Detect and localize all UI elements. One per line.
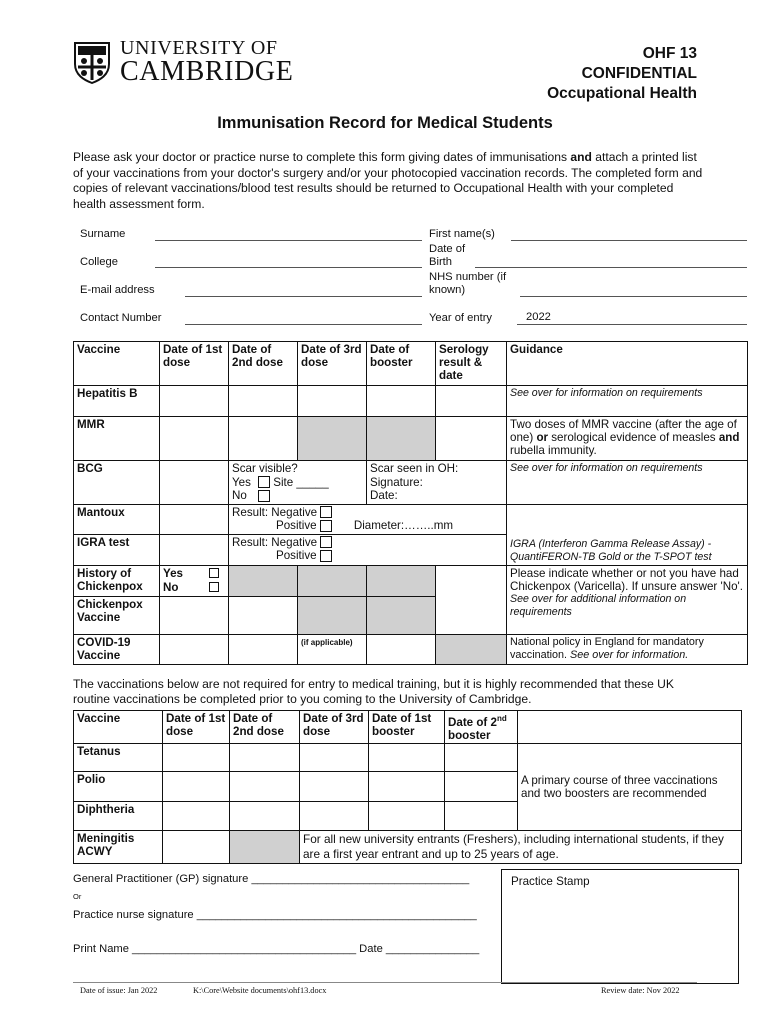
surname-label: Surname <box>80 228 126 240</box>
col-dose2: Date of 2nd dose <box>229 342 298 386</box>
polio-dose1[interactable] <box>163 771 230 801</box>
hepb-booster[interactable] <box>367 386 436 417</box>
nhs-field[interactable] <box>520 296 747 297</box>
col-vaccine: Vaccine <box>74 342 160 386</box>
email-field[interactable] <box>185 296 422 297</box>
igra-negative-checkbox[interactable] <box>320 536 332 548</box>
tetanus-dose2[interactable] <box>230 743 300 771</box>
bcg-dose1[interactable] <box>160 461 229 505</box>
dob-label <box>429 243 465 269</box>
covid-guidance-2: See over for information. <box>570 648 689 661</box>
hepb-dose2[interactable] <box>229 386 298 417</box>
col-serology: Serology result & date <box>436 342 507 386</box>
igra-guidance: IGRA (Interferon Gamma Release Assay) - QuantiFERON-TB Gold or the T-SPOT test <box>507 504 748 565</box>
university-name-line2: CAMBRIDGE <box>120 56 294 87</box>
t2-booster2-text-2: booster <box>448 728 491 742</box>
gp-signature[interactable]: General Practitioner (GP) signature ___________________________________ <box>73 873 470 885</box>
form-header <box>547 44 697 104</box>
col-dose3: Date of 3rd dose <box>298 342 367 386</box>
chickenpox-no-label: No <box>163 580 179 594</box>
meningitis-dose2-shaded <box>230 830 300 863</box>
col-guidance: Guidance <box>507 342 748 386</box>
mmr-guidance-2: serological evidence of measles <box>548 431 719 444</box>
bcg-no-label: No <box>232 489 247 502</box>
dob-label-line1: Date of <box>429 243 466 255</box>
hepb-guidance: See over for information on requirements <box>507 386 748 417</box>
nhs-label-line1: NHS number (if <box>429 271 507 283</box>
contact-field[interactable] <box>185 324 422 325</box>
diphtheria-booster1[interactable] <box>369 801 445 830</box>
mmr-booster-shaded <box>367 417 436 461</box>
covid-serology-shaded <box>436 634 507 664</box>
chickenpox-serology[interactable] <box>436 565 507 634</box>
mmr-guidance-1: Two doses of MMR vaccine (after the age of one) <box>510 418 737 444</box>
t2-booster2-text: Date of 2 <box>448 715 497 729</box>
university-name-line1: UNIVERSITY OF <box>120 37 278 59</box>
mantoux-positive-label: Positive <box>276 519 317 532</box>
bcg-yes-checkbox[interactable] <box>258 476 270 488</box>
confidential-label: CONFIDENTIAL <box>581 65 697 82</box>
bcg-yes-label: Yes <box>232 475 251 489</box>
polio-booster2[interactable] <box>445 771 518 801</box>
igra-positive-checkbox[interactable] <box>320 550 332 562</box>
mmr-guidance <box>507 417 748 461</box>
university-logo <box>72 38 312 86</box>
chickenpox-dose2-shaded <box>229 565 298 596</box>
mmr-dose1[interactable] <box>160 417 229 461</box>
or-label: Or <box>73 892 82 901</box>
contact-label: Contact Number <box>80 312 162 324</box>
mantoux-positive-checkbox[interactable] <box>320 520 332 532</box>
mmr-guidance-and: and <box>718 431 740 444</box>
tetanus-dose1[interactable] <box>163 743 230 771</box>
nurse-signature[interactable]: Practice nurse signature _____________________________________________ <box>73 909 477 921</box>
first-names-field[interactable] <box>511 240 747 241</box>
meningitis-note: For all new university entrants (Freshers), including international students, if they are a first year entrant and up to 25 years of age. <box>300 830 742 863</box>
meningitis-label: Meningitis ACWY <box>74 830 163 863</box>
polio-dose3[interactable] <box>300 771 369 801</box>
primary-course-note: A primary course of three vaccinations and two boosters are recommended <box>518 743 742 830</box>
first-names-label: First name(s) <box>429 228 495 240</box>
t2-booster2-sup: nd <box>496 714 507 723</box>
table-header-row <box>74 342 748 386</box>
hepb-serology[interactable] <box>436 386 507 417</box>
covid-guidance-1: National policy in England for mandatory vaccination. <box>510 635 704 661</box>
row-mantoux <box>74 504 748 534</box>
polio-label: Polio <box>74 771 163 801</box>
year-of-entry-label: Year of entry <box>429 312 493 324</box>
igra-positive-label: Positive <box>276 549 317 562</box>
intro-bold: and <box>570 150 592 164</box>
bcg-date: Date: <box>370 489 398 502</box>
chickenpox-yes-no-cell <box>160 565 229 596</box>
tetanus-booster2[interactable] <box>445 743 518 771</box>
page-title: Immunisation Record for Medical Students <box>217 114 553 132</box>
print-name-date[interactable]: Print Name ____________________________________ Date _______________ <box>73 943 480 955</box>
footer-divider <box>73 982 697 983</box>
surname-field[interactable] <box>155 240 422 241</box>
covid-dose1[interactable] <box>160 634 229 664</box>
hepb-label: Hepatitis B <box>74 386 160 417</box>
mantoux-negative-checkbox[interactable] <box>320 506 332 518</box>
footer-review-date: Review date: Nov 2022 <box>601 986 680 995</box>
tetanus-label: Tetanus <box>74 743 163 771</box>
year-of-entry-line <box>517 324 747 325</box>
chickenpox-vaccine-label: Chickenpox Vaccine <box>74 596 160 634</box>
t2-col-vaccine: Vaccine <box>74 711 163 744</box>
covid-booster[interactable] <box>367 634 436 664</box>
chickenpox-dose3-shaded <box>298 565 367 596</box>
t2-col-notes <box>518 711 742 744</box>
bcg-guidance: See over for information on requirements <box>507 461 748 505</box>
igra-label: IGRA test <box>74 534 160 565</box>
practice-stamp-label: Practice Stamp <box>511 875 590 888</box>
mmr-label: MMR <box>74 417 160 461</box>
chickenpox-history-label: History of Chickenpox <box>74 565 160 596</box>
mantoux-result-cell <box>229 504 507 534</box>
immunisation-table <box>73 341 748 665</box>
hepb-dose1[interactable] <box>160 386 229 417</box>
row-mmr <box>74 417 748 461</box>
covid-guidance <box>507 634 748 664</box>
row-chickenpox-history <box>74 565 748 596</box>
bcg-scar-seen: Scar seen in OH: <box>370 462 459 475</box>
mantoux-label: Mantoux <box>74 504 160 534</box>
chickenpox-guidance-2: See over for additional information on requirements <box>510 592 687 618</box>
nhs-label-line2: known) <box>429 284 466 296</box>
year-of-entry-value[interactable]: 2022 <box>526 311 551 323</box>
mantoux-diameter[interactable]: Diameter:……..mm <box>353 519 454 532</box>
department-label: Occupational Health <box>547 85 697 102</box>
mantoux-dose1[interactable] <box>160 504 229 534</box>
hepb-dose3[interactable] <box>298 386 367 417</box>
t2-col-dose2: Date of 2nd dose <box>230 711 300 744</box>
cp-vaccine-dose3-shaded <box>298 596 367 634</box>
chickenpox-booster-shaded <box>367 565 436 596</box>
bcg-no-checkbox[interactable] <box>258 490 270 502</box>
footer-issue-date: Date of issue: Jan 2022 <box>80 986 158 995</box>
college-label: College <box>80 256 118 268</box>
chickenpox-yes-label: Yes <box>163 566 183 580</box>
chickenpox-guidance <box>507 565 748 634</box>
cp-vaccine-booster-shaded <box>367 596 436 634</box>
covid-if-applicable[interactable]: (if applicable) <box>298 634 367 664</box>
diphtheria-booster2[interactable] <box>445 801 518 830</box>
t2-row-tetanus <box>74 743 742 771</box>
chickenpox-no-checkbox[interactable] <box>209 582 219 592</box>
mmr-guidance-3: rubella immunity. <box>510 444 597 457</box>
bcg-label: BCG <box>74 461 160 505</box>
covid-label: COVID-19 Vaccine <box>74 634 160 664</box>
col-dose1: Date of 1st dose <box>160 342 229 386</box>
polio-dose2[interactable] <box>230 771 300 801</box>
diphtheria-dose3[interactable] <box>300 801 369 830</box>
t2-col-dose1: Date of 1st dose <box>163 711 230 744</box>
igra-result-cell <box>229 534 507 565</box>
mmr-dose2[interactable] <box>229 417 298 461</box>
tetanus-booster1[interactable] <box>369 743 445 771</box>
diphtheria-label: Diphtheria <box>74 801 163 830</box>
polio-booster1[interactable] <box>369 771 445 801</box>
crest-icon <box>72 40 112 84</box>
table2-header-row <box>74 711 742 744</box>
intro-text-1: Please ask your doctor or practice nurse to complete this form giving dates of immunisations <box>73 150 571 164</box>
row-hepatitis-b <box>74 386 748 417</box>
mantoux-negative-label: Result: Negative <box>232 505 318 519</box>
row-covid <box>74 634 748 664</box>
practice-stamp-box[interactable] <box>501 869 739 984</box>
diphtheria-dose1[interactable] <box>163 801 230 830</box>
nhs-label <box>429 271 506 297</box>
intro-paragraph <box>73 150 703 212</box>
igra-dose1[interactable] <box>160 534 229 565</box>
diphtheria-dose2[interactable] <box>230 801 300 830</box>
footer-file-path: K:\Core\Website documents\ohf13.docx <box>193 986 327 995</box>
dob-field[interactable] <box>475 267 747 268</box>
cp-vaccine-dose1[interactable] <box>160 596 229 634</box>
optional-vaccinations-note: The vaccinations below are not required for entry to medical training, but it is highly recommended that these UK routine vaccinations be completed prior to you coming to the University of Cambridge. <box>73 677 674 706</box>
bcg-signature: Signature: <box>370 475 423 489</box>
t2-col-booster2 <box>445 711 518 744</box>
chickenpox-guidance-1: Please indicate whether or not you have had Chickenpox (Varicella). If unsure answer 'No'. <box>510 566 743 593</box>
dob-label-line2: Birth <box>429 256 453 268</box>
mmr-guidance-or: or <box>536 431 549 444</box>
igra-negative-label: Result: Negative <box>232 535 318 549</box>
meningitis-dose1[interactable] <box>163 830 230 863</box>
bcg-scar-visible-cell <box>229 461 367 505</box>
mmr-dose3-shaded <box>298 417 367 461</box>
bcg-scar-visible: Scar visible? <box>232 462 298 475</box>
t2-col-booster1: Date of 1st booster <box>369 711 445 744</box>
cp-vaccine-dose2[interactable] <box>229 596 298 634</box>
row-bcg <box>74 461 748 505</box>
routine-vaccinations-table <box>73 710 742 864</box>
form-code: OHF 13 <box>642 45 697 62</box>
bcg-site-label: Site _____ <box>273 475 329 489</box>
t2-col-dose3: Date of 3rd dose <box>300 711 369 744</box>
bcg-oh-cell <box>367 461 507 505</box>
college-field[interactable] <box>155 267 422 268</box>
chickenpox-yes-checkbox[interactable] <box>209 568 219 578</box>
mmr-serology[interactable] <box>436 417 507 461</box>
col-booster: Date of booster <box>367 342 436 386</box>
email-label: E-mail address <box>80 284 155 296</box>
t2-row-meningitis <box>74 830 742 863</box>
intro-text-2: attach a printed list of your vaccinations from your doctor's surgery and/or your photocopied vaccination records. The completed form and copies of relevant vaccinations/blood test results should be returned to Occupational Health with your completed health assessment form. <box>73 150 703 211</box>
covid-dose2[interactable] <box>229 634 298 664</box>
tetanus-dose3[interactable] <box>300 743 369 771</box>
